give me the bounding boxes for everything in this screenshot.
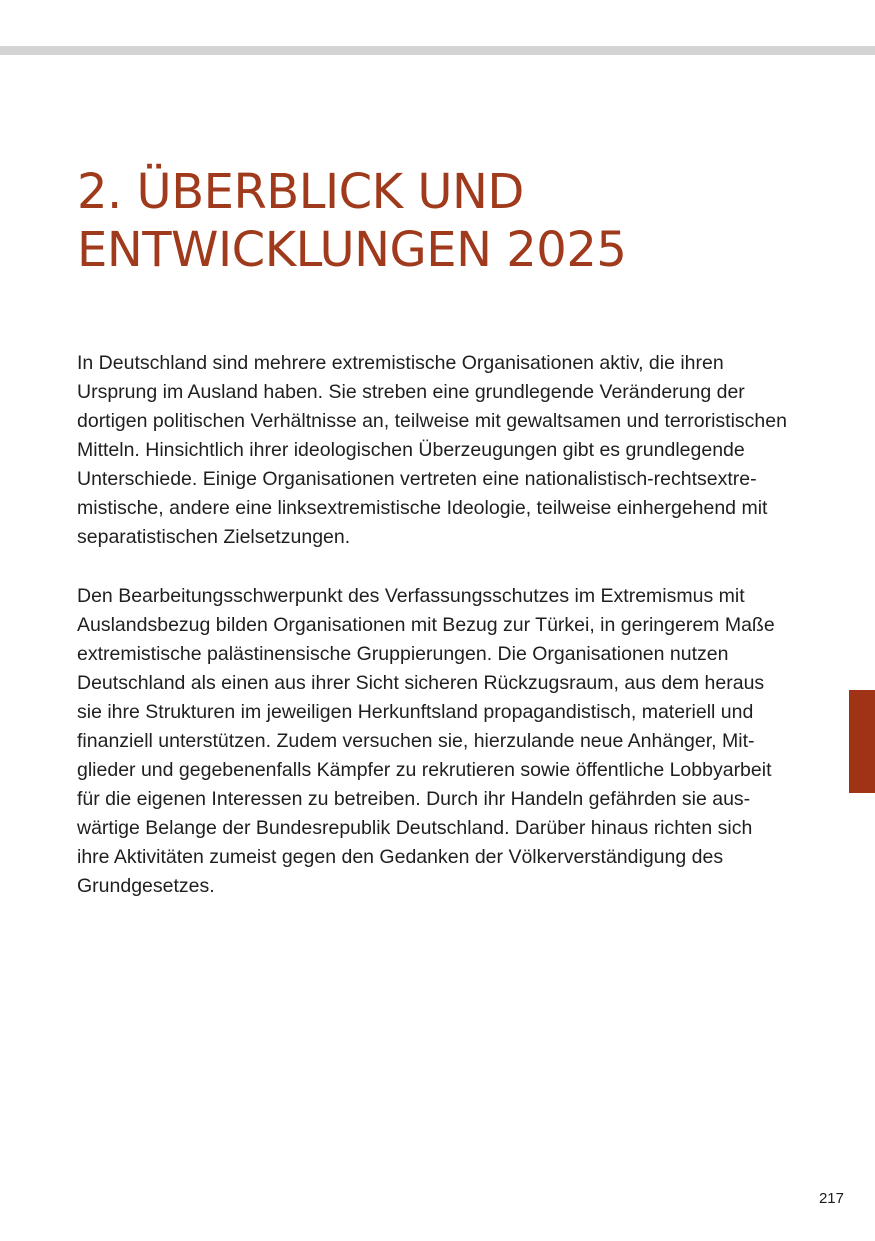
text-line: sie ihre Strukturen im jeweiligen Herkunftsland propagandistisch, materiell und: [77, 701, 754, 723]
chapter-title: [77, 163, 777, 279]
page-number: 217: [818, 1190, 844, 1207]
text-line: für die eigenen Interessen zu betreiben. Durch ihr Handeln gefährden sie aus-: [77, 788, 751, 810]
text-line: mistische, andere eine linksextremistische Ideologie, teilweise einhergehend mit: [77, 497, 768, 519]
chapter-title-line: 2. ÜBERBLICK UND: [77, 164, 524, 220]
text-line: Auslandsbezug bilden Organisationen mit Bezug zur Türkei, in geringerem Maße: [77, 614, 775, 636]
chapter-side-tab: [849, 690, 875, 793]
text-line: extremistische palästinensische Gruppierungen. Die Organisationen nutzen: [77, 643, 729, 665]
text-line: Mitteln. Hinsichtlich ihrer ideologischen Überzeugungen gibt es grundlegende: [77, 439, 745, 461]
text-line: glieder und gegebenenfalls Kämpfer zu rekrutieren sowie öffentliche Lobbyarbeit: [77, 759, 772, 781]
paragraph-focus: [77, 582, 797, 901]
text-line: wärtige Belange der Bundesrepublik Deutschland. Darüber hinaus richten sich: [77, 817, 753, 839]
text-line: Deutschland als einen aus ihrer Sicht sicheren Rückzugsraum, aus dem heraus: [77, 672, 765, 694]
text-line: ihre Aktivitäten zumeist gegen den Gedanken der Völkerverständigung des: [77, 846, 724, 868]
text-line: Den Bearbeitungsschwerpunkt des Verfassungsschutzes im Extremismus mit: [77, 585, 745, 607]
text-line: Unterschiede. Einige Organisationen vertreten eine nationalistisch-rechtsextre-: [77, 468, 757, 490]
text-line: dortigen politischen Verhältnisse an, teilweise mit gewaltsamen und terroristischen: [77, 410, 787, 432]
chapter-title-line: ENTWICKLUNGEN 2025: [77, 222, 627, 278]
text-line: In Deutschland sind mehrere extremistische Organisationen aktiv, die ihren: [77, 352, 724, 374]
text-line: Grundgesetzes.: [77, 875, 215, 897]
top-rule: [0, 46, 875, 55]
paragraph-intro: [77, 349, 797, 552]
text-line: finanziell unterstützen. Zudem versuchen sie, hierzulande neue Anhänger, Mit-: [77, 730, 755, 752]
text-line: Ursprung im Ausland haben. Sie streben eine grundlegende Veränderung der: [77, 381, 745, 403]
text-line: separatistischen Zielsetzungen.: [77, 526, 351, 548]
